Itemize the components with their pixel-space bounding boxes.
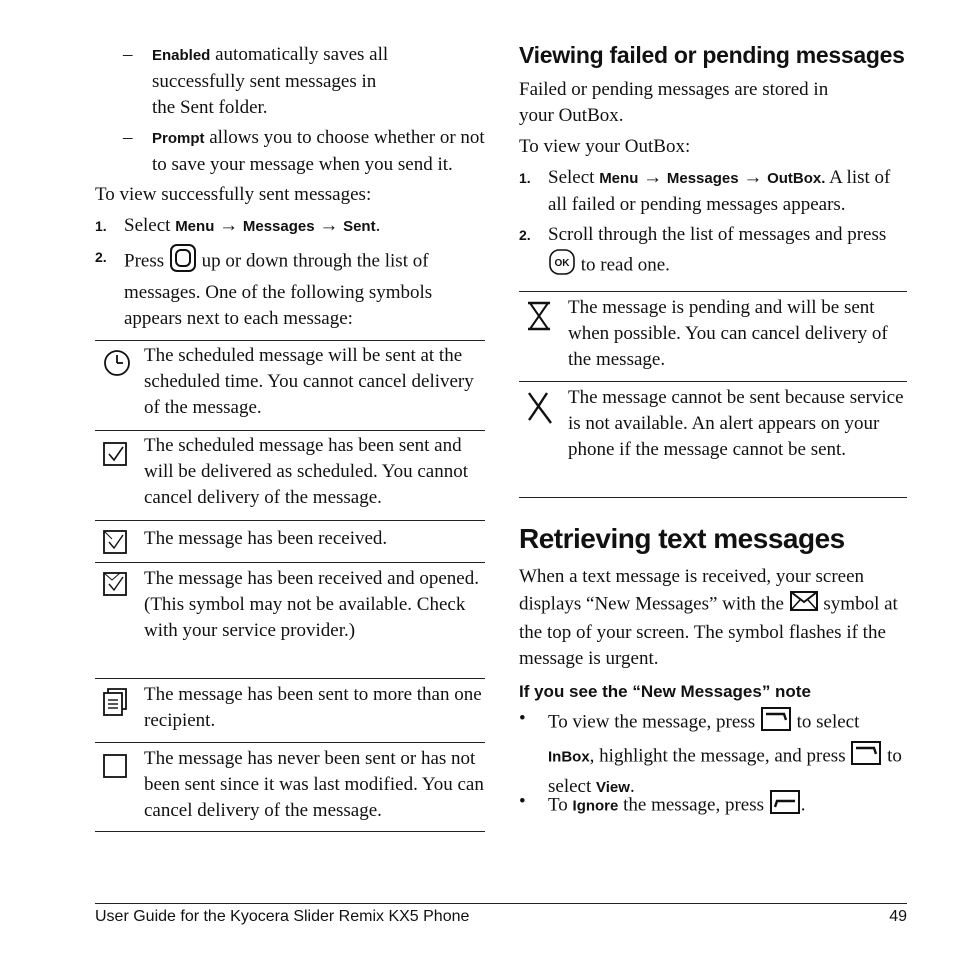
x-fail-icon: [519, 390, 568, 426]
svg-text:OK: OK: [554, 258, 570, 269]
bullet-dot: •: [519, 791, 526, 812]
sent-intro: To view successfully sent messages:: [95, 184, 372, 205]
left-softkey-icon: [850, 740, 882, 774]
keyword-menu: Menu: [175, 218, 215, 235]
step-number: 2.: [519, 227, 531, 243]
dash-bullet: –: [123, 127, 133, 148]
footer-title: User Guide for the Kyocera Slider Remix KX5 Phone: [95, 908, 470, 925]
symbol-row: [95, 521, 485, 563]
keyword-sent: Sent: [343, 218, 376, 235]
keyword-prompt: Prompt: [152, 130, 205, 147]
symbol-desc: The message has been received and opened. (This symbol may not be available. Check with your service provider.): [144, 568, 479, 641]
right-step-1-text: Select Menu → Messages → OutBox. A list of all failed or pending messages appears.: [548, 167, 891, 215]
received-opened-icon: [95, 571, 144, 601]
bullet-view-text: To view the message, press to select InBox, highlight the message, and press to select View.: [548, 706, 908, 801]
section-title-retrieving: Retrieving text messages: [519, 523, 845, 554]
retrieving-para: When a text message is received, your screen displays “New Messages” with the symbol at the top of your screen. The symbol flashes if the message is urgent.: [519, 566, 898, 669]
keyword-messages: Messages: [242, 218, 315, 235]
keyword-ignore: Ignore: [572, 797, 619, 815]
symbol-desc: The message has been received.: [144, 528, 388, 549]
ok-key-icon: [548, 248, 576, 284]
subheading-new-messages: If you see the “New Messages” note: [519, 682, 811, 701]
section-heading-failed-pending: Viewing failed or pending messages: [519, 42, 905, 68]
clock-icon: [95, 349, 144, 389]
navigation-key-icon: [169, 244, 197, 280]
symbol-desc: The scheduled message has been sent and will be delivered as scheduled. You cannot cancel delivery of the message.: [144, 435, 468, 508]
left-step-1-text: Select Menu → Messages → Sent.: [124, 215, 381, 236]
symbol-row: [95, 679, 485, 743]
keyword-messages: Messages: [666, 170, 739, 187]
step-number: 1.: [519, 170, 531, 186]
symbol-desc: The message is pending and will be sent when possible. You can cancel delivery of the message.: [568, 297, 888, 370]
received-icon: [95, 529, 144, 559]
option-prompt-desc: allows you to choose whether or not to save your message when you send it.: [152, 127, 485, 175]
symbol-table-sent: [95, 340, 485, 832]
symbol-row: [519, 292, 907, 382]
symbol-row: [519, 382, 907, 498]
bullet-ignore-text: To Ignore the message, press .: [548, 789, 908, 823]
symbol-desc: The message has never been sent or has not been sent since it was last modified. You can cancel delivery of the message.: [144, 748, 484, 821]
step-number: 1.: [95, 218, 107, 234]
hourglass-icon: [519, 300, 568, 336]
symbol-row: [95, 431, 485, 521]
outbox-para: Failed or pending messages are stored in your OutBox.: [519, 79, 829, 126]
option-enabled-text: [152, 42, 392, 121]
keyword-enabled: Enabled: [152, 47, 211, 64]
bullet-dot: •: [519, 708, 526, 729]
keyword-inbox: InBox: [548, 748, 590, 766]
keyword-view: View: [596, 779, 630, 796]
dash-bullet: –: [123, 44, 133, 65]
right-softkey-icon: [769, 789, 801, 823]
keyword-outbox: OutBox.: [767, 170, 826, 187]
symbol-row: [95, 743, 485, 832]
step-number: 2.: [95, 249, 107, 265]
right-step-2-text: Scroll through the list of messages and press OK to read one.: [548, 222, 908, 284]
option-prompt-text: [152, 125, 487, 178]
keyword-menu: Menu: [599, 170, 639, 187]
symbol-desc: The scheduled message will be sent at the scheduled time. You cannot cancel delivery of the message.: [144, 345, 474, 418]
symbol-table-outbox: [519, 291, 907, 498]
symbol-desc: The message has been sent to more than one recipient.: [144, 684, 482, 731]
left-softkey-icon: [760, 706, 792, 740]
symbol-row: [95, 341, 485, 431]
page-number: 49: [889, 908, 907, 925]
empty-box-icon: [95, 753, 144, 783]
multiple-recipients-icon: [95, 687, 144, 719]
left-step-2-text: Press up or down through the list of messages. One of the following symbols appears next to each message:: [124, 244, 454, 332]
checkbox-checked-icon: [95, 441, 144, 481]
envelope-icon: [789, 590, 819, 620]
symbol-row: [95, 563, 485, 679]
outbox-intro: To view your OutBox:: [519, 136, 691, 157]
option-enabled-desc: automatically saves all successfully sent messages in the Sent folder.: [152, 44, 389, 118]
symbol-desc: The message cannot be sent because service is not available. An alert appears on your phone if the message cannot be sent.: [568, 387, 904, 460]
